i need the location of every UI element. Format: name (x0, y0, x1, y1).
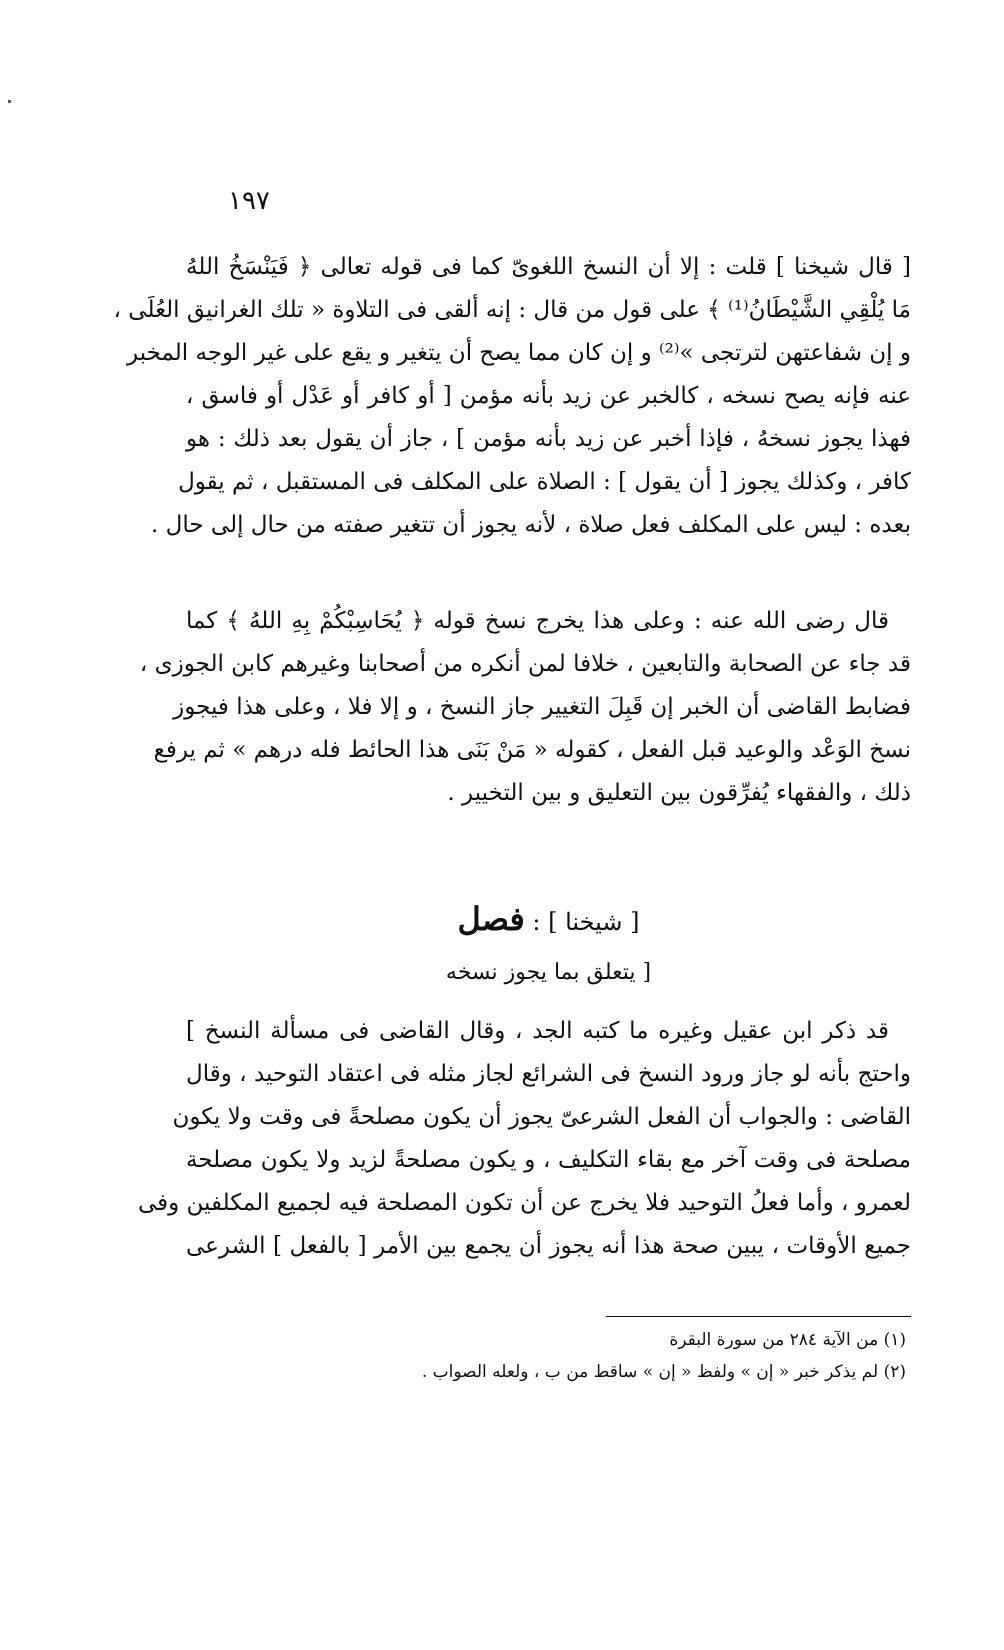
text-line: كافر ، وكذلك يجوز [ أن يقول ] : الصلاة على المكلف فى المستقبل ، ثم يقول (178, 469, 911, 495)
text-line: ذلك ، والفقهاء يُفرِّقون بين التعليق و بين التخيير . (447, 780, 911, 806)
footnote-1: (١) من الآية ٢٨٤ من سورة البقرة (669, 1330, 906, 1350)
text-line: فضابط القاضى أن الخبر إن قَبِلَ التغيير جاز النسخ ، و إلا فلا ، وعلى هذا فيجوز (173, 694, 911, 720)
section-prefix: [ شيخنا ] : (532, 908, 640, 936)
text-line: فهذا يجوز نسخهُ ، فإذا أخبر عن زيد بأنه مؤمن ] ، جاز أن يقول بعد ذلك : هو (186, 426, 912, 452)
text-line: جميع الأوقات ، يبين صحة هذا أنه يجوز أن يجمع بين الأمر [ بالفعل ] الشرعى (186, 1233, 911, 1259)
text-line: عنه فإنه يصح نسخه ، كالخبر عن زيد بأنه مؤمن [ أو كافر أو عَدْل أو فاسق ، (186, 383, 911, 409)
text-line: واحتج بأنه لو جاز ورود النسخ فى الشرائع لجاز مثله فى اعتقاد التوحيد ، وقال (186, 1061, 911, 1087)
paragraph-2 (139, 600, 911, 815)
section-subtitle: [ يتعلق بما يجوز نسخه (445, 960, 652, 985)
text-line: بعده : ليس على المكلف فعل صلاة ، لأنه يجوز أن تتغير صفته من حال إلى حال . (151, 512, 911, 538)
section-heading (186, 900, 911, 938)
page-number: ١٩٧ (228, 186, 270, 216)
paragraph-1 (113, 246, 912, 547)
paragraph-3 (137, 1010, 911, 1268)
text-line: لعمرو ، وأما فعلُ التوحيد فلا يخرج عن أن تكون المصلحة فيه لجميع المكلفين وفى (137, 1190, 911, 1216)
footnote-divider (606, 1316, 911, 1317)
text-line: قال رضى الله عنه : وعلى هذا يخرج نسخ قوله ﴿ يُحَاسِبْكُمْ بِهِ اللهُ ﴾ كما (186, 608, 889, 634)
text-line: قد جاء عن الصحابة والتابعين ، خلافا لمن أنكره من أصحابنا وغيرهم كابن الجوزى ، (139, 651, 911, 677)
text-line: و إن شفاعتهن لترتجى »⁽²⁾ و إن كان مما يصح أن يتغير و يقع على غير الوجه المخبر (127, 340, 911, 366)
text-line: مصلحة فى وقت آخر مع بقاء التكليف ، و يكون مصلحةً لزيد ولا يكون مصلحة (186, 1147, 911, 1173)
text-line: [ قال شيخنا ] قلت : إلا أن النسخ اللغوىّ كما فى قوله تعالى ﴿ فَيَنْسَخُ اللهُ (186, 254, 911, 280)
text-line: قد ذكر ابن عقيل وغيره ما كتبه الجد ، وقال القاضى فى مسألة النسخ ] (186, 1018, 889, 1044)
footnote-2: (٢) لم يذكر خبر « إن » ولفظ « إن » ساقط من ب ، ولعله الصواب . (421, 1362, 906, 1382)
footnotes (186, 1324, 906, 1388)
text-line: القاضى : والجواب أن الفعل الشرعىّ يجوز أن يكون مصلحةً فى وقت ولا يكون (172, 1104, 911, 1130)
margin-mark (8, 100, 11, 103)
section-title: فصل (457, 900, 525, 938)
text-line: مَا يُلْقِي الشَّيْطَانُ⁽¹⁾ ﴾ على قول من قال : إنه ألقى فى التلاوة « تلك الغرانيق العُلَى ، (113, 297, 911, 323)
text-line: نسخ الوَعْد والوعيد قبل الفعل ، كقوله « مَنْ بَنَى هذا الحائط فله درهم » ثم يرفع (153, 737, 911, 763)
